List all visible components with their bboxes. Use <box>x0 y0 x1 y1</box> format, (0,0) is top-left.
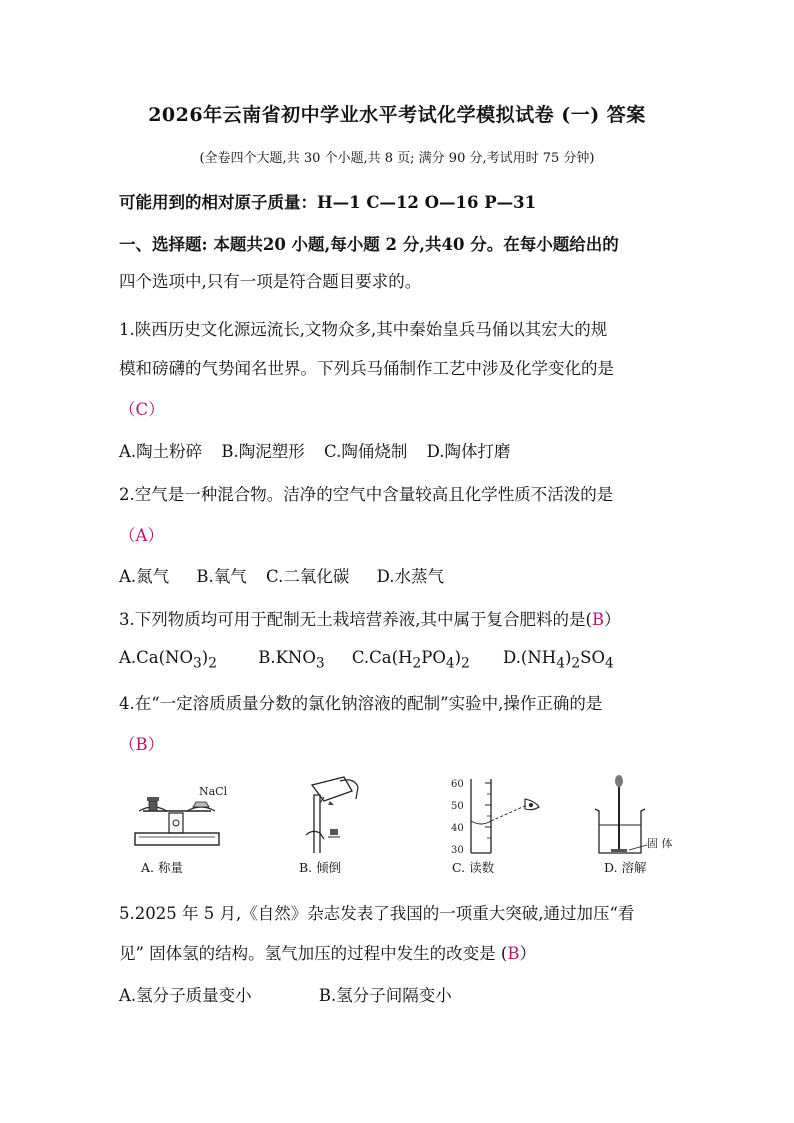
figure-c-reading[interactable] <box>449 775 549 855</box>
q3-options <box>119 648 614 671</box>
q5-options <box>119 982 452 1006</box>
q1-answer: （C） <box>119 400 165 419</box>
tick-30: 30 <box>451 845 464 855</box>
q5-answer: B <box>507 944 520 963</box>
page-subtitle: (全卷四个大题,共 30 个小题,共 8 页; 满分 90 分,考试用时 75 分钟) <box>199 151 595 166</box>
q5-line2 <box>119 940 536 964</box>
q1-line2: 模和磅礴的气势闻名世界。下列兵马俑制作工艺中涉及化学变化的是 <box>119 359 614 378</box>
q3-answer: B <box>591 610 605 629</box>
q1-option-a[interactable]: A.陶土粉碎 <box>119 442 203 461</box>
q5-line1: 5.2025 年 5 月,《自然》杂志发表了我国的一项重大突破,通过加压“看 <box>119 904 635 923</box>
q1-option-d[interactable]: D.陶体打磨 <box>426 442 511 461</box>
figure-d-caption: D. 溶解 <box>604 860 647 875</box>
figure-b-caption: B. 倾倒 <box>299 860 342 875</box>
q3-option-c[interactable]: $C.Ca(H_2PO_4)_2$ <box>351 648 470 672</box>
figure-b-pouring[interactable] <box>284 775 364 855</box>
q2-option-b[interactable]: B.氧气 <box>196 567 247 586</box>
q4-figures <box>119 775 679 875</box>
q5-answer-close: ） <box>519 944 537 963</box>
beaker-illustration <box>589 775 679 855</box>
nacl-label: NaCl <box>199 785 228 798</box>
cylinder-illustration <box>449 775 549 855</box>
pouring-illustration <box>284 775 364 855</box>
q3-option-b[interactable]: $B.KNO_3$ <box>258 648 325 672</box>
q1-options <box>119 438 510 462</box>
q1-option-c[interactable]: C.陶俑烧制 <box>324 442 408 461</box>
q5-option-b[interactable]: B.氢分子间隔变小 <box>318 986 452 1005</box>
q3-option-a[interactable]: $A.Ca(NO_3)_2$ <box>119 648 217 672</box>
q1-option-b[interactable]: B.陶泥塑形 <box>221 442 305 461</box>
solid-label: 固 体 <box>647 837 673 850</box>
figure-d-dissolving[interactable] <box>589 775 679 855</box>
section-heading-line2: 四个选项中,只有一项是符合题目要求的。 <box>119 272 422 291</box>
figure-a-caption: A. 称量 <box>141 860 183 875</box>
tick-50: 50 <box>451 801 464 812</box>
q5-stem: 见” 固体氢的结构。氢气加压的过程中发生的改变是 ( <box>119 944 508 963</box>
q2-options <box>119 563 444 587</box>
q2-option-c[interactable]: C.二氧化碳 <box>266 567 350 586</box>
q4-line1: 4.在“一定溶质质量分数的氯化钠溶液的配制”实验中,操作正确的是 <box>119 694 603 713</box>
q2-option-d[interactable]: D.水蒸气 <box>376 567 444 586</box>
q2-answer: （A） <box>119 526 164 545</box>
q3-option-d[interactable]: $D.(NH_4)_2SO_4$ <box>503 648 614 672</box>
q3-stem: 3.下列物质均可用于配制无土栽培营养液,其中属于复合肥料的是( <box>119 610 592 629</box>
q2-option-a[interactable]: A.氮气 <box>119 567 170 586</box>
balance-illustration <box>129 775 229 855</box>
figure-a-balance[interactable] <box>129 775 229 855</box>
page-title: 2026年云南省初中学业水平考试化学模拟试卷 (一) 答案 <box>148 104 646 126</box>
figure-c-caption: C. 读数 <box>452 860 495 875</box>
section-heading-line1: 一、选择题: 本题共20 小题,每小题 2 分,共40 分。在每小题给出的 <box>119 235 619 254</box>
q5-option-a[interactable]: A.氢分子质量变小 <box>119 986 252 1005</box>
tick-60: 60 <box>451 779 464 790</box>
q3-answer-close: ） <box>604 610 621 629</box>
q4-answer: （B） <box>119 735 165 754</box>
atomic-mass-line: 可能用到的相对原子质量：H—1 C—12 O—16 P—31 <box>119 193 537 212</box>
q2-line1: 2.空气是一种混合物。洁净的空气中含量较高且化学性质不活泼的是 <box>119 485 614 504</box>
q1-line1: 1.陕西历史文化源远流长,文物众多,其中秦始皇兵马俑以其宏大的规 <box>119 320 608 339</box>
q3-line1 <box>119 606 621 630</box>
tick-40: 40 <box>451 823 464 834</box>
